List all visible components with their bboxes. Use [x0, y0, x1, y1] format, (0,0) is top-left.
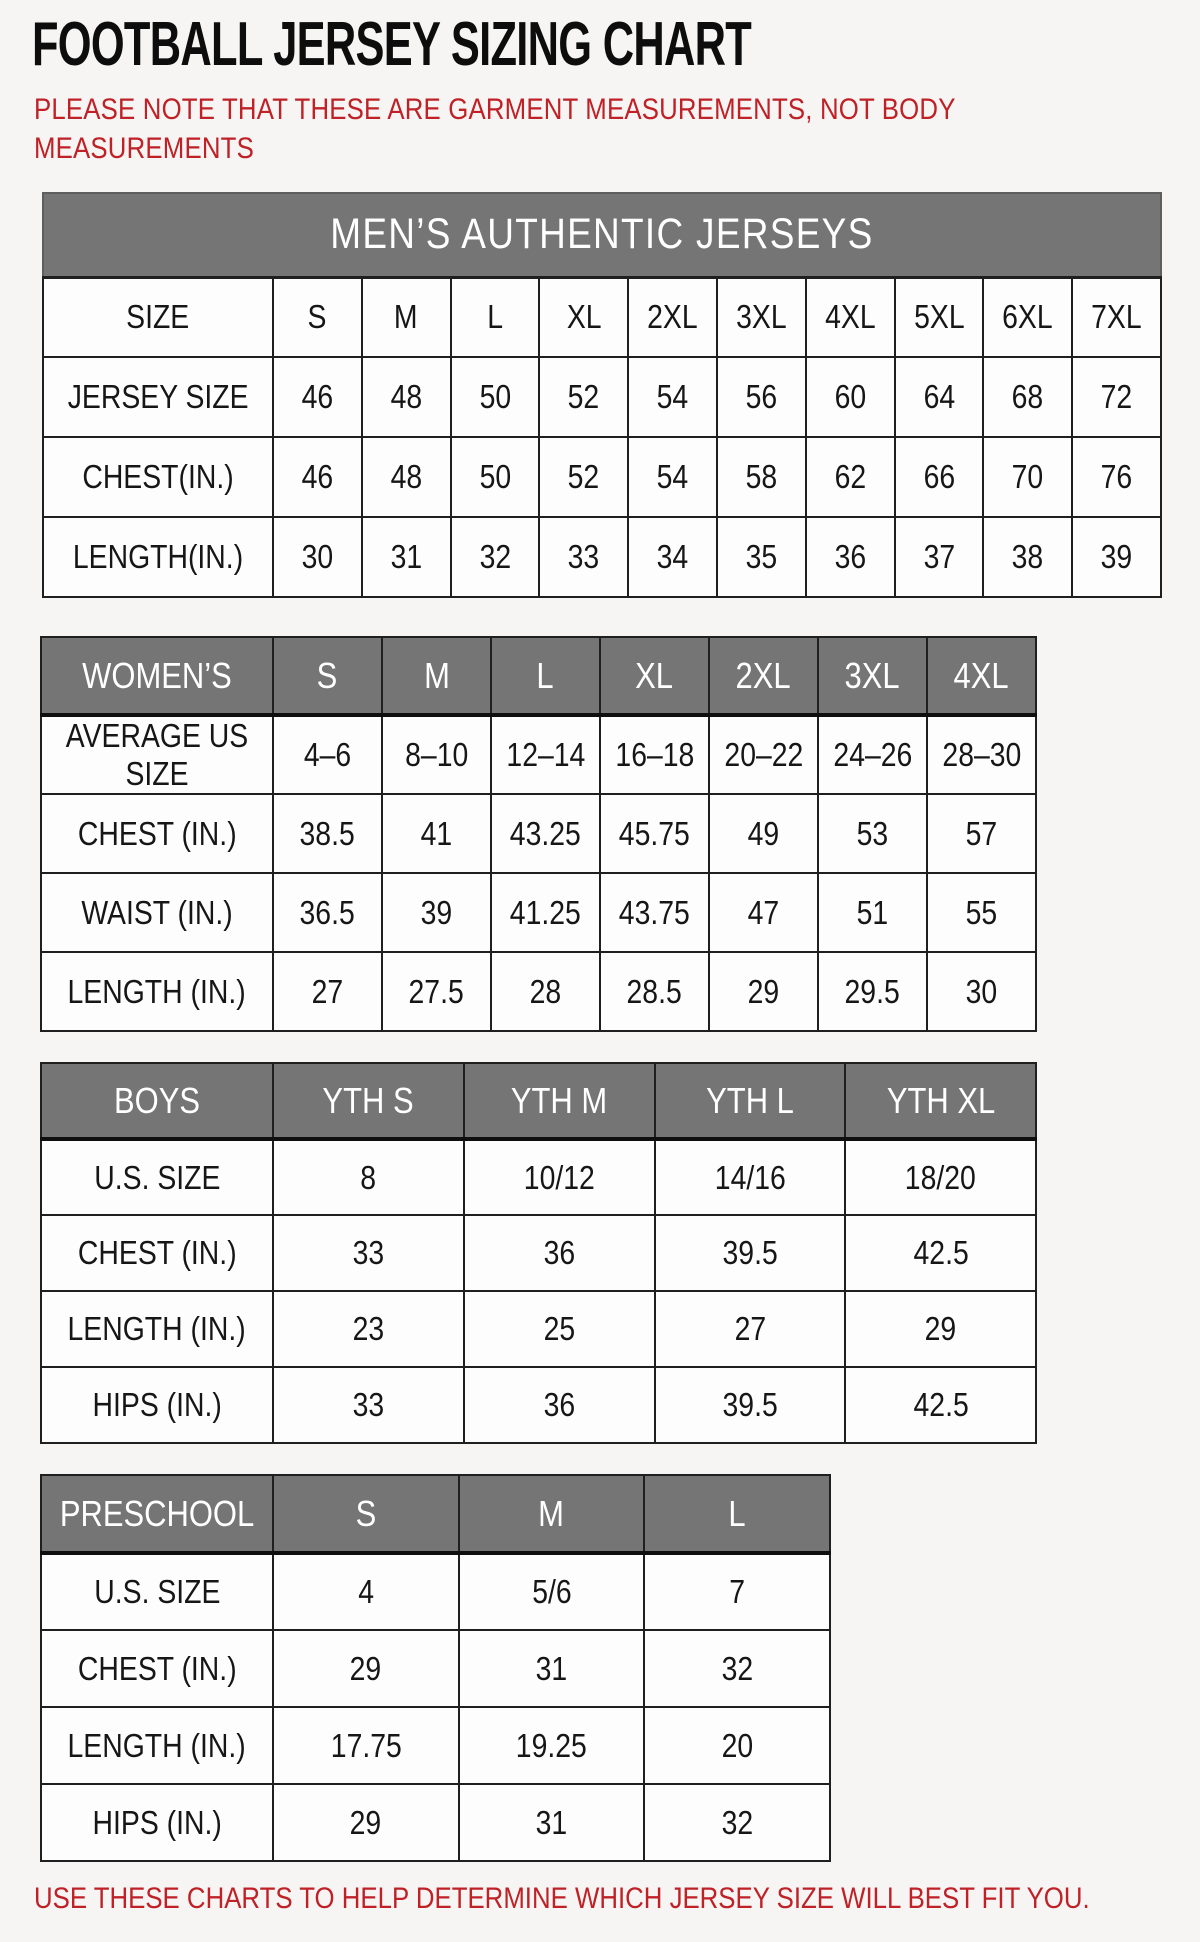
cell: 29 — [845, 1291, 1036, 1367]
table-banner: MEN’S AUTHENTIC JERSEYS — [43, 193, 1161, 277]
table-row — [43, 357, 1161, 437]
cell: 38 — [983, 517, 1072, 597]
cell: 23 — [273, 1291, 464, 1367]
row-label: JERSEY SIZE — [43, 357, 273, 437]
table-row — [41, 873, 1036, 952]
cell: 8–10 — [382, 715, 491, 794]
cell: 39 — [1072, 517, 1161, 597]
cell: 24–26 — [818, 715, 927, 794]
cell: 31 — [362, 517, 451, 597]
table-row — [41, 952, 1036, 1031]
cell: 33 — [273, 1215, 464, 1291]
cell: 54 — [628, 357, 717, 437]
cell: 46 — [273, 437, 362, 517]
header-row — [41, 1475, 830, 1553]
cell: 31 — [459, 1784, 645, 1861]
cell: XL — [539, 277, 628, 357]
cell: 48 — [362, 357, 451, 437]
column-header: 2XL — [709, 637, 818, 715]
header-row — [41, 637, 1036, 715]
column-header: XL — [600, 637, 709, 715]
column-header: YTH L — [655, 1063, 846, 1139]
cell: 30 — [927, 952, 1036, 1031]
cell: 32 — [644, 1784, 830, 1861]
cell: 27 — [273, 952, 382, 1031]
cell: 39.5 — [655, 1367, 846, 1443]
banner-row — [43, 193, 1161, 277]
cell: 46 — [273, 357, 362, 437]
row-label: WAIST (IN.) — [41, 873, 273, 952]
cell: 43.25 — [491, 794, 600, 873]
cell: 66 — [895, 437, 984, 517]
row-label: CHEST(IN.) — [43, 437, 273, 517]
cell: 33 — [273, 1367, 464, 1443]
cell: 32 — [644, 1630, 830, 1707]
cell: 68 — [983, 357, 1072, 437]
row-label: AVERAGE US SIZE — [41, 715, 273, 794]
cell: 50 — [451, 357, 540, 437]
cell: 7 — [644, 1553, 830, 1630]
cell: 27.5 — [382, 952, 491, 1031]
cell: L — [451, 277, 540, 357]
cell: 47 — [709, 873, 818, 952]
cell: 31 — [459, 1630, 645, 1707]
cell: 76 — [1072, 437, 1161, 517]
table-row — [41, 715, 1036, 794]
cell: 28 — [491, 952, 600, 1031]
cell: 7XL — [1072, 277, 1161, 357]
row-label: LENGTH (IN.) — [41, 1291, 273, 1367]
cell: 53 — [818, 794, 927, 873]
measurement-note: PLEASE NOTE THAT THESE ARE GARMENT MEASUREMENTS, NOT BODY MEASUREMENTS — [34, 93, 956, 165]
table-row — [41, 1553, 830, 1630]
cell: 52 — [539, 437, 628, 517]
footer-note: USE THESE CHARTS TO HELP DETERMINE WHICH JERSEY SIZE WILL BEST FIT YOU. — [34, 1882, 1090, 1915]
cell: 36 — [464, 1367, 655, 1443]
row-label: SIZE — [43, 277, 273, 357]
cell: 57 — [927, 794, 1036, 873]
table-row — [41, 1367, 1036, 1443]
cell: 5/6 — [459, 1553, 645, 1630]
cell: 27 — [655, 1291, 846, 1367]
cell: 45.75 — [600, 794, 709, 873]
cell: 29 — [273, 1630, 459, 1707]
row-label: U.S. SIZE — [41, 1553, 273, 1630]
cell: 2XL — [628, 277, 717, 357]
column-header: YTH M — [464, 1063, 655, 1139]
cell: 50 — [451, 437, 540, 517]
cell: 28.5 — [600, 952, 709, 1031]
cell: 33 — [539, 517, 628, 597]
cell: 25 — [464, 1291, 655, 1367]
cell: 43.75 — [600, 873, 709, 952]
table-title-cell: PRESCHOOL — [41, 1475, 273, 1553]
cell: 17.75 — [273, 1707, 459, 1784]
cell: 56 — [717, 357, 806, 437]
cell: 62 — [806, 437, 895, 517]
row-label: LENGTH(IN.) — [43, 517, 273, 597]
cell: 5XL — [895, 277, 984, 357]
cell: 41 — [382, 794, 491, 873]
mens-authentic-jerseys-table — [42, 192, 1162, 598]
cell: 49 — [709, 794, 818, 873]
cell: 29 — [273, 1784, 459, 1861]
preschool-jerseys-table — [40, 1474, 831, 1862]
column-header: 4XL — [927, 637, 1036, 715]
cell: 70 — [983, 437, 1072, 517]
cell: 3XL — [717, 277, 806, 357]
table-row — [43, 517, 1161, 597]
cell: 4–6 — [273, 715, 382, 794]
cell: 39.5 — [655, 1215, 846, 1291]
cell: M — [362, 277, 451, 357]
cell: 4XL — [806, 277, 895, 357]
table-row — [41, 1707, 830, 1784]
table-row — [43, 277, 1161, 357]
cell: 10/12 — [464, 1139, 655, 1215]
cell: 54 — [628, 437, 717, 517]
cell: 28–30 — [927, 715, 1036, 794]
cell: 16–18 — [600, 715, 709, 794]
cell: 72 — [1072, 357, 1161, 437]
cell: 48 — [362, 437, 451, 517]
cell: S — [273, 277, 362, 357]
cell: 18/20 — [845, 1139, 1036, 1215]
column-header: L — [491, 637, 600, 715]
cell: 52 — [539, 357, 628, 437]
cell: 8 — [273, 1139, 464, 1215]
row-label: CHEST (IN.) — [41, 1215, 273, 1291]
table-title-cell: BOYS — [41, 1063, 273, 1139]
cell: 38.5 — [273, 794, 382, 873]
table-row — [41, 1784, 830, 1861]
column-header: S — [273, 1475, 459, 1553]
cell: 29.5 — [818, 952, 927, 1031]
row-label: CHEST (IN.) — [41, 794, 273, 873]
column-header: M — [459, 1475, 645, 1553]
column-header: 3XL — [818, 637, 927, 715]
cell: 41.25 — [491, 873, 600, 952]
table-row — [41, 1139, 1036, 1215]
header-row — [41, 1063, 1036, 1139]
cell: 51 — [818, 873, 927, 952]
cell: 6XL — [983, 277, 1072, 357]
row-label: U.S. SIZE — [41, 1139, 273, 1215]
table-row — [41, 1291, 1036, 1367]
page-title: FOOTBALL JERSEY SIZING CHART — [32, 10, 752, 79]
cell: 35 — [717, 517, 806, 597]
cell: 20–22 — [709, 715, 818, 794]
row-label: CHEST (IN.) — [41, 1630, 273, 1707]
row-label: HIPS (IN.) — [41, 1367, 273, 1443]
womens-jerseys-table — [40, 636, 1037, 1032]
cell: 14/16 — [655, 1139, 846, 1215]
cell: 36 — [464, 1215, 655, 1291]
cell: 29 — [709, 952, 818, 1031]
row-label: HIPS (IN.) — [41, 1784, 273, 1861]
cell: 64 — [895, 357, 984, 437]
cell: 42.5 — [845, 1367, 1036, 1443]
table-row — [41, 1630, 830, 1707]
column-header: YTH S — [273, 1063, 464, 1139]
table-row — [41, 1215, 1036, 1291]
cell: 4 — [273, 1553, 459, 1630]
boys-jerseys-table — [40, 1062, 1037, 1444]
cell: 36 — [806, 517, 895, 597]
cell: 30 — [273, 517, 362, 597]
column-header: S — [273, 637, 382, 715]
cell: 60 — [806, 357, 895, 437]
table-title-cell: WOMEN’S — [41, 637, 273, 715]
row-label: LENGTH (IN.) — [41, 1707, 273, 1784]
cell: 34 — [628, 517, 717, 597]
cell: 32 — [451, 517, 540, 597]
cell: 55 — [927, 873, 1036, 952]
cell: 42.5 — [845, 1215, 1036, 1291]
cell: 20 — [644, 1707, 830, 1784]
cell: 36.5 — [273, 873, 382, 952]
cell: 19.25 — [459, 1707, 645, 1784]
cell: 58 — [717, 437, 806, 517]
row-label: LENGTH (IN.) — [41, 952, 273, 1031]
cell: 12–14 — [491, 715, 600, 794]
column-header: M — [382, 637, 491, 715]
cell: 37 — [895, 517, 984, 597]
column-header: L — [644, 1475, 830, 1553]
column-header: YTH XL — [845, 1063, 1036, 1139]
table-row — [43, 437, 1161, 517]
table-row — [41, 794, 1036, 873]
cell: 39 — [382, 873, 491, 952]
